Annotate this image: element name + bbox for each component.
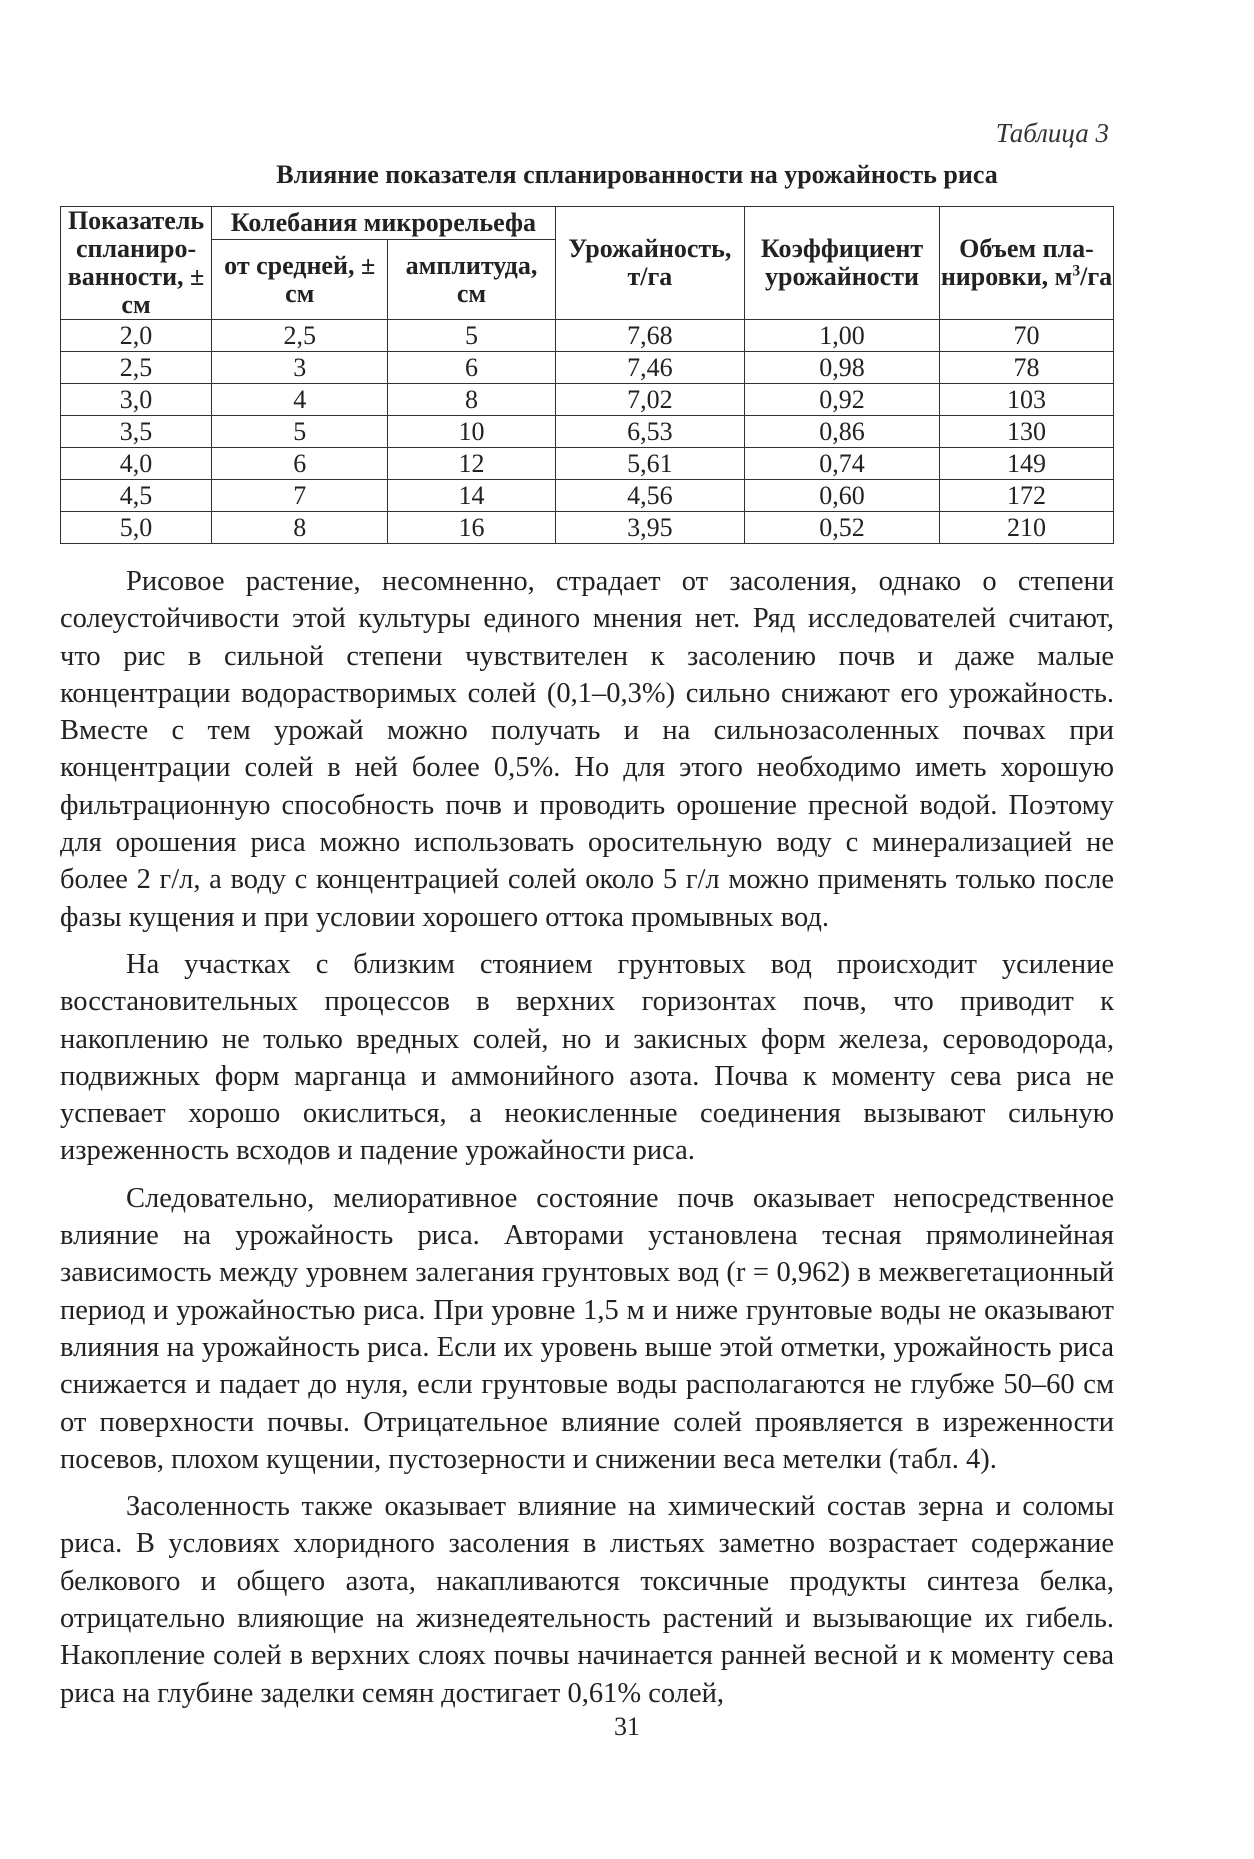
table-cell: 3 — [212, 352, 388, 384]
header-planning-volume: Объем планировки, $м^3/га$ — [939, 207, 1113, 320]
table-cell: 6 — [388, 352, 555, 384]
table-cell: 5,61 — [555, 448, 744, 480]
table-row — [61, 320, 1114, 352]
table-cell: 7,02 — [555, 384, 744, 416]
table-cell: 210 — [939, 512, 1113, 544]
table-cell: 149 — [939, 448, 1113, 480]
table-cell: 5 — [212, 416, 388, 448]
header-yield: Урожайность, т/га — [555, 207, 744, 320]
table-cell: 103 — [939, 384, 1113, 416]
data-table — [60, 206, 1114, 544]
table-cell: 2,5 — [61, 352, 212, 384]
table-cell: 0,60 — [745, 480, 940, 512]
table-cell: 172 — [939, 480, 1113, 512]
table-cell: 8 — [388, 384, 555, 416]
table-cell: 78 — [939, 352, 1113, 384]
table-cell: 10 — [388, 416, 555, 448]
table-row — [61, 448, 1114, 480]
table-cell: 4 — [212, 384, 388, 416]
table-cell: 6 — [212, 448, 388, 480]
table-cell: 1,00 — [745, 320, 940, 352]
table-cell: 16 — [388, 512, 555, 544]
table-cell: 7 — [212, 480, 388, 512]
table-cell: 7,68 — [555, 320, 744, 352]
header-yield-coefficient: Коэффициент урожайности — [745, 207, 940, 320]
table-title: Влияние показателя спланированности на урожайность риса — [276, 160, 998, 189]
table-cell: 130 — [939, 416, 1113, 448]
header-from-average: от средней, ± см — [212, 240, 388, 320]
table-row — [61, 512, 1114, 544]
table-cell: 6,53 — [555, 416, 744, 448]
table-cell: 0,86 — [745, 416, 940, 448]
table-cell: 0,98 — [745, 352, 940, 384]
table-cell: 70 — [939, 320, 1113, 352]
header-planning-index: Показатель спланированности, ± см — [61, 207, 212, 320]
table-cell: 3,5 — [61, 416, 212, 448]
body-text — [60, 563, 1114, 1722]
table-cell: 0,92 — [745, 384, 940, 416]
table-cell: 5,0 — [61, 512, 212, 544]
table-row — [61, 352, 1114, 384]
table-cell: 4,5 — [61, 480, 212, 512]
paragraph: Рисовое растение, несомненно, страдает от засоления, однако о степени солеустойчивости этой культуры единого мнения нет. Ряд исследователей считают, что рис в сильной степени чувствителен к засолению почв и даже малые концентрации водорастворимых солей (0,1–0,3%) сильно снижают его урожайность. Вместе с тем урожай можно получать и на сильнозасоленных почвах при концентрации солей в ней более 0,5%. Но для этого необходимо иметь хорошую фильтрационную способность почв и проводить орошение пресной водой. Поэтому для орошения риса можно использовать оросительную воду с минерализацией не более 2 г/л, а воду с концентрацией солей около 5 г/л можно применять только после фазы кущения и при условии хорошего оттока промывных вод. — [60, 566, 1114, 933]
table-cell: 0,52 — [745, 512, 940, 544]
table-cell: 4,56 — [555, 480, 744, 512]
table-cell: 2,0 — [61, 320, 212, 352]
table-label: Таблица 3 — [995, 118, 1109, 148]
page-number: 31 — [614, 1712, 640, 1741]
table-cell: 3,95 — [555, 512, 744, 544]
table-row — [61, 416, 1114, 448]
table-cell: 0,74 — [745, 448, 940, 480]
table-row — [61, 384, 1114, 416]
table-cell: 5 — [388, 320, 555, 352]
table-cell: 7,46 — [555, 352, 744, 384]
table-row — [61, 480, 1114, 512]
table-cell: 4,0 — [61, 448, 212, 480]
header-microrelief: Колебания микрорельефа — [212, 207, 556, 240]
paragraph: На участках с близким стоянием грунтовых вод происходит усиление восстановительных процессов в верхних горизонтах почв, что приводит к накоплению не только вредных солей, но и закисных форм железа, сероводорода, подвижных форм марганца и аммонийного азота. Почва к моменту сева риса не успевает хорошо окислиться, а неокисленные соединения вызывают сильную изреженность всходов и падение урожайности риса. — [60, 948, 1114, 1167]
table-cell: 2,5 — [212, 320, 388, 352]
table-cell: 14 — [388, 480, 555, 512]
table-cell: 3,0 — [61, 384, 212, 416]
table-cell: 12 — [388, 448, 555, 480]
header-amplitude: амплитуда, см — [388, 240, 555, 320]
table-cell: 8 — [212, 512, 388, 544]
paragraph: Следовательно, мелиоративное состояние почв оказывает непосредственное влияние на урожайность риса. Авторами установлена тесная прямолинейная зависимость между уровнем залегания грунтовых вод (r = 0,962) в межвегетационный период и урожайностью риса. При уровне 1,5 м и ниже грунтовые воды не оказывают влияния на урожайность риса. Если их уровень выше этой отметки, урожайность риса снижается и падает до нуля, если грунтовые воды располагаются не глубже 50–60 см от поверхности почвы. Отрицательное влияние солей проявляется в изреженности посевов, плохом кущении, пустозерности и снижении веса метелки (табл. 4). — [60, 1182, 1114, 1475]
paragraph: Засоленность также оказывает влияние на химический состав зерна и соломы риса. В условиях хлоридного засоления в листьях заметно возрастает содержание белкового и общего азота, накапливаются токсичные продукты синтеза белка, отрицательно влияющие на жизнедеятельность растений и вызывающие их гибель. Накопление солей в верхних слоях почвы начинается ранней весной и к моменту сева риса на глубине заделки семян достигает 0,61% солей, — [60, 1491, 1114, 1709]
